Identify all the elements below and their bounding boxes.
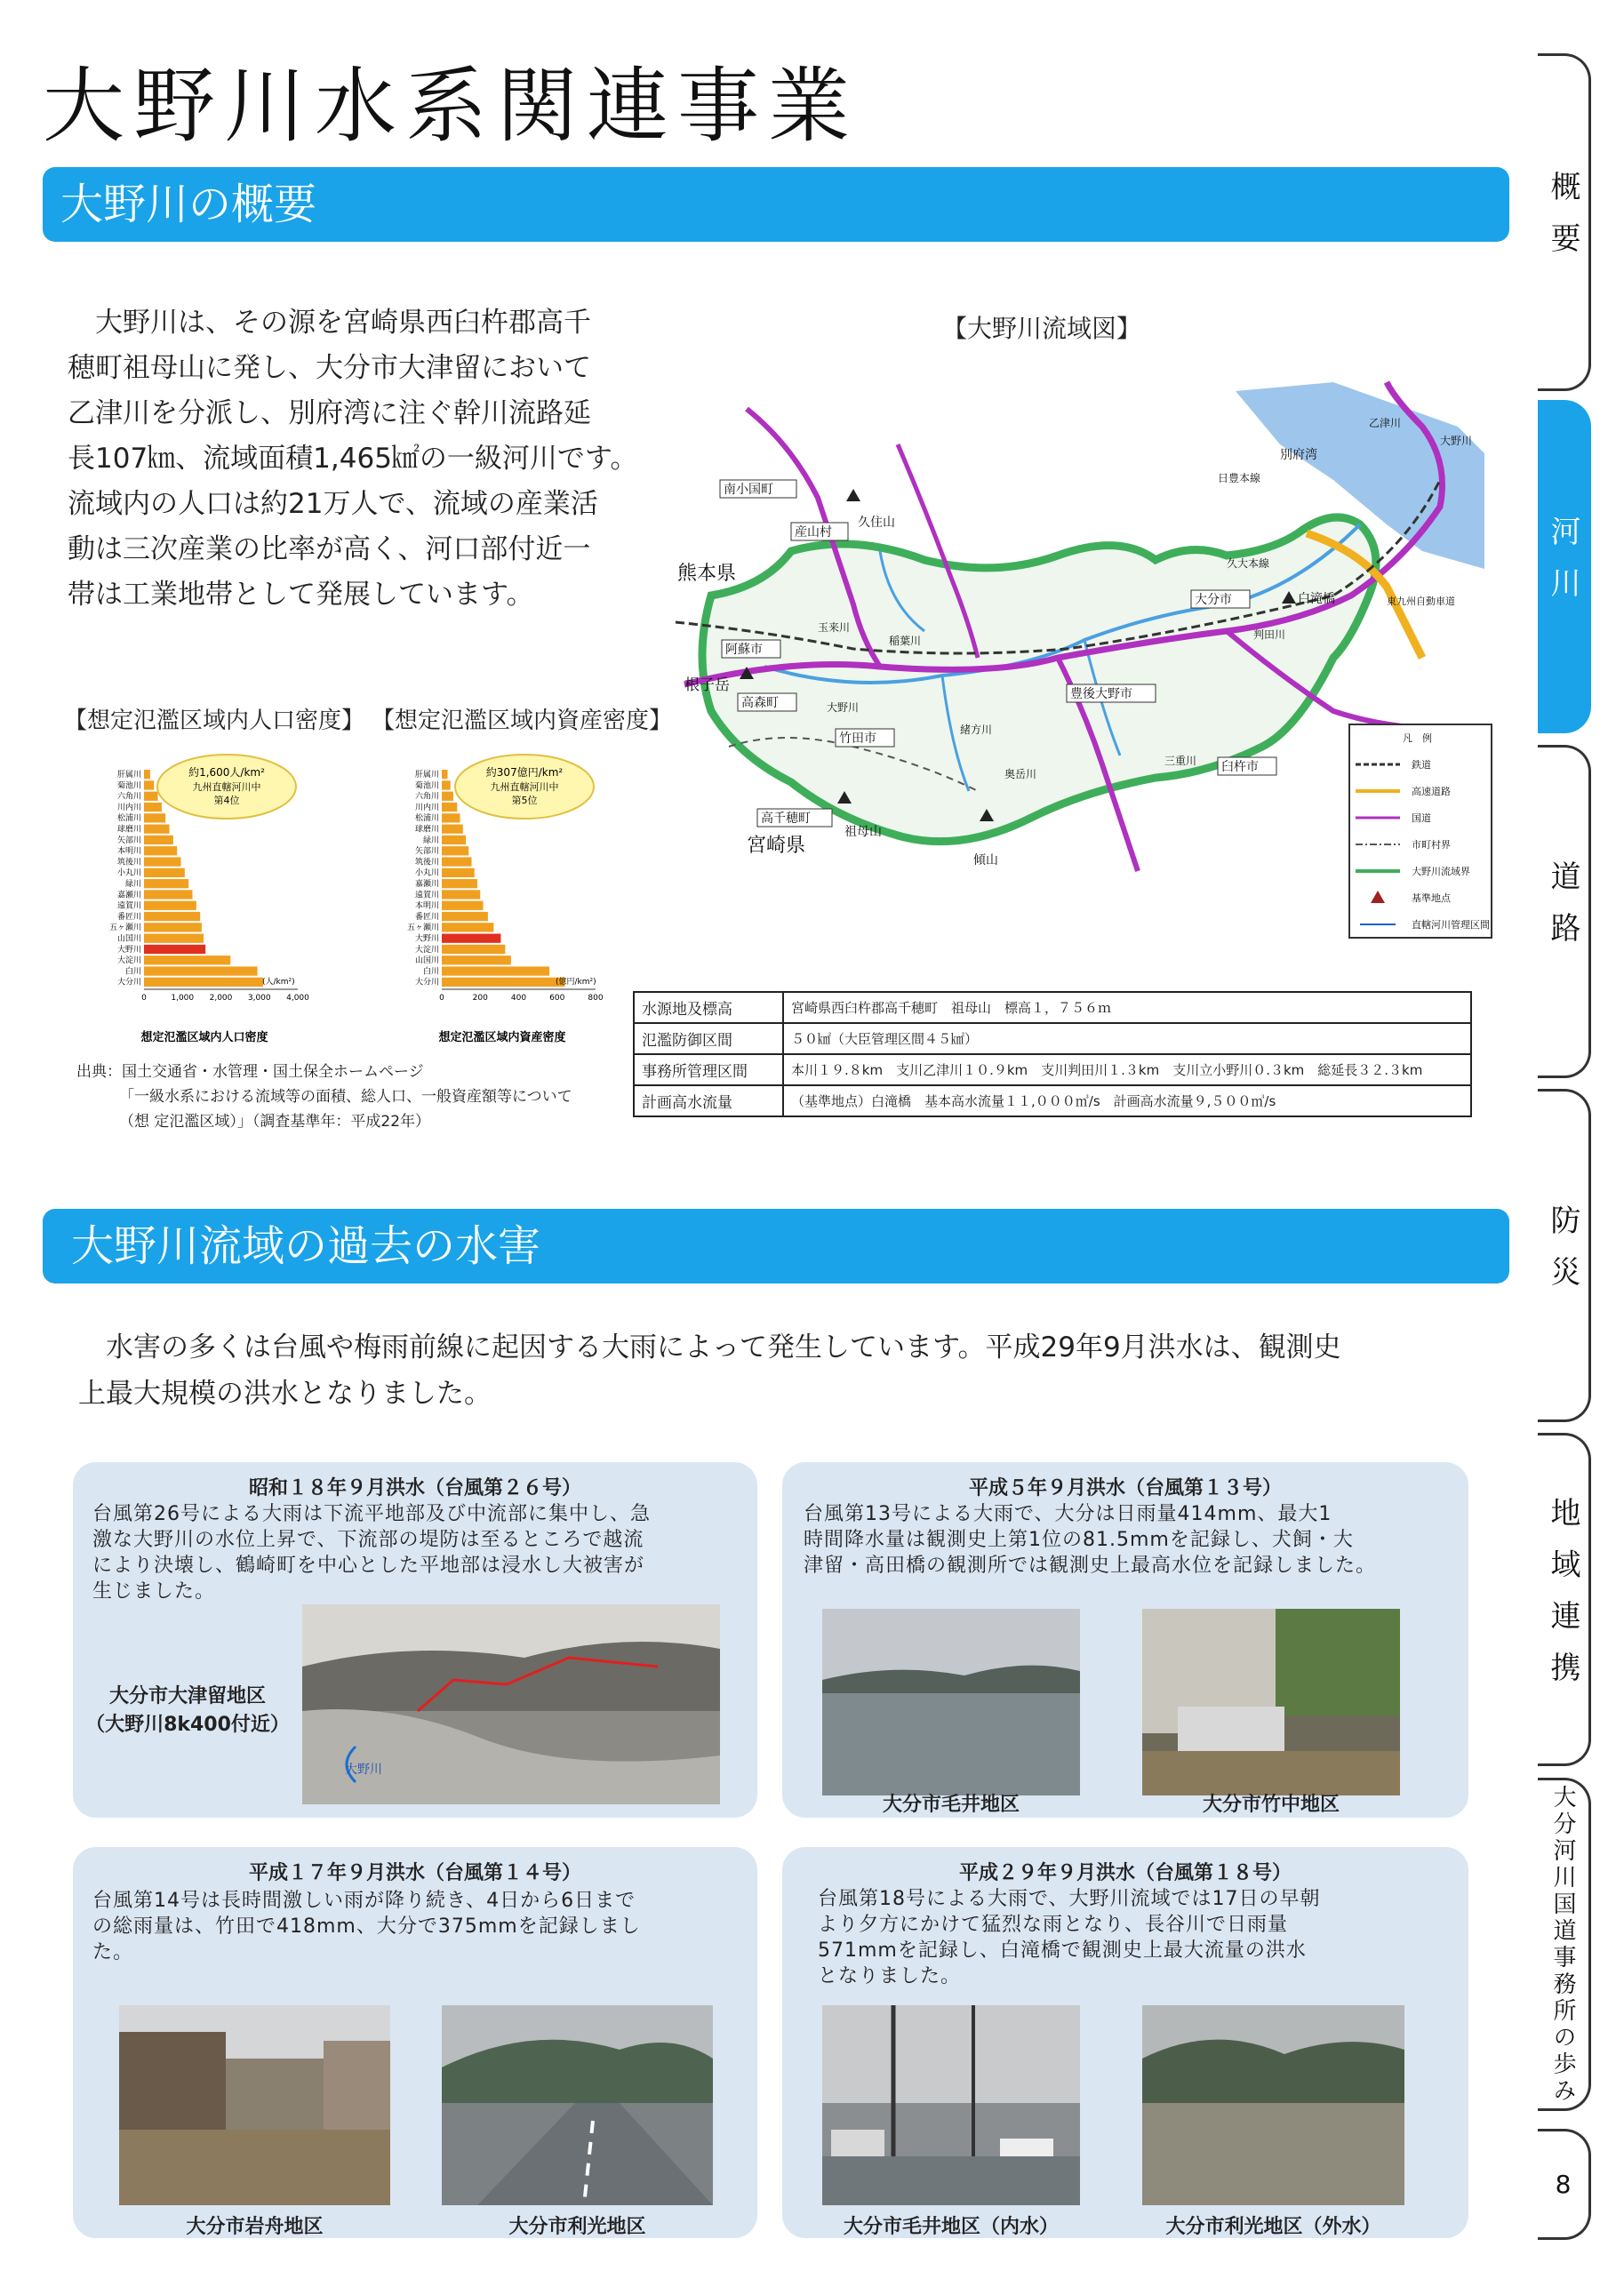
flood-text: [804, 1501, 1461, 1579]
table-label: 水源地及標高: [634, 992, 783, 1023]
chart-unit: (人/km²): [262, 978, 295, 987]
map-label: 東九州自動車道: [1387, 596, 1455, 607]
map-label: 奥岳川: [1004, 768, 1037, 780]
map-label: 稲葉川: [889, 635, 922, 647]
side-tab-regional[interactable]: [1538, 1433, 1591, 1766]
map-label: 豊後大野市: [1070, 687, 1132, 701]
overview-paragraph: [68, 300, 672, 618]
chart-bar: [144, 780, 154, 789]
overview-line: 大野川は、その源を宮崎県西臼杵郡高千: [68, 307, 591, 339]
map-label: 大野川: [827, 701, 860, 714]
chart-category-label: 大分川: [116, 978, 141, 988]
chart-bar: [442, 956, 511, 964]
chart-category-label: 遠賀川: [116, 901, 141, 911]
legend-item: 直轄河川管理区間: [1412, 919, 1490, 931]
photo-caption: [85, 1683, 290, 1739]
badge-line: 第5位: [511, 795, 538, 806]
chart-bar: [144, 825, 170, 834]
map-legend: [1349, 724, 1492, 938]
chart-bar: [442, 934, 500, 943]
legend-item: 基準地点: [1412, 892, 1451, 904]
map-label: 緒方川: [960, 724, 993, 736]
basin-map: [658, 373, 1493, 942]
chart-category-label: 大野川: [414, 934, 439, 944]
flood-text-line: 台風第13号による大雨で、大分は日雨量414mm、最大1: [804, 1503, 1332, 1525]
caption-line: 大分市大津留地区: [108, 1685, 266, 1707]
flood-photo-s18: [302, 1604, 720, 1804]
chart-category-label: 川内川: [414, 803, 439, 812]
chart-unit: (億円/km²): [556, 978, 596, 987]
chart-category-label: 球磨川: [116, 825, 141, 835]
map-label: 竹田市: [839, 732, 876, 746]
side-tab-overview[interactable]: [1538, 53, 1591, 391]
legend-item: 国道: [1412, 812, 1431, 824]
map-label: 白滝橋: [1298, 592, 1335, 606]
map-label: 別府湾: [1280, 448, 1317, 462]
chart-category-label: 緑川: [422, 836, 439, 845]
photo-caption: 大分市毛井地区（内水）: [843, 2216, 1059, 2238]
chart-xlabel: 想定氾濫区域内資産密度: [438, 1031, 566, 1044]
flood-text: [92, 1501, 750, 1604]
chart-category-label: 菊池川: [116, 781, 141, 791]
chart-category-label: 六角川: [116, 792, 141, 802]
legend-item: 市町村界: [1412, 839, 1451, 851]
chart-category-label: 白川: [422, 967, 439, 977]
chart-category-label: 山国川: [116, 934, 141, 944]
asset-chart-caption: 【想定氾濫区域内資産密度】: [372, 708, 673, 734]
side-tab-history[interactable]: [1538, 1778, 1591, 2111]
table-value: 宮崎県西臼杵郡高千穂町 祖母山 標高１，７５６ｍ: [783, 992, 1471, 1023]
flood-title: 平成２９年９月洪水（台風第１８号）: [958, 1862, 1292, 1884]
chart-category-label: 筑後川: [116, 858, 141, 868]
chart-bar: [144, 879, 188, 888]
flood-text-line: 台風第26号による大雨は下流平地部及び中流部に集中し、急: [92, 1503, 651, 1525]
badge-line: 約1,600人/km²: [188, 766, 265, 779]
chart-category-label: 遠賀川: [414, 891, 439, 900]
map-label: 三重川: [1164, 755, 1197, 767]
map-label: 産山村: [795, 525, 832, 540]
source-note: [76, 1060, 572, 1134]
asset-density-chart: [396, 751, 609, 1044]
map-label: 久住山: [858, 516, 895, 530]
map-label: 日豊本線: [1218, 472, 1261, 484]
chart-bar: [144, 966, 258, 975]
badge-line: 九州直轄河川中: [192, 781, 261, 793]
page-number-tab: [1538, 2129, 1591, 2240]
map-label: 南小国町: [724, 483, 773, 497]
map-label: 乙津川: [1369, 417, 1402, 429]
chart-bar: [442, 846, 468, 855]
chart-tick-label: 200: [472, 994, 488, 1003]
pop-chart-caption: 【想定氾濫区域内人口密度】: [64, 708, 365, 734]
chart-bar: [442, 857, 472, 866]
chart-bar: [144, 846, 177, 855]
flood-text-line: 571mmを記録し、白滝橋で観測史上最大流量の洪水: [818, 1939, 1307, 1962]
photo-caption: 大分市竹中地区: [1202, 1794, 1340, 1816]
map-label: 久大本線: [1227, 557, 1270, 570]
chart-category-label: 五ヶ瀬川: [406, 924, 439, 933]
chart-bar: [144, 813, 165, 822]
flood-photo-h29-1: [822, 2005, 1080, 2205]
chart-tick-label: 400: [510, 994, 527, 1003]
flood-text-line: 津留・高田橋の観測所では観測史上最高水位を記録しました。: [804, 1555, 1377, 1577]
overview-line: 乙津川を分派し、別府湾に注ぐ幹川流路延: [68, 397, 591, 429]
pop-density-chart: [98, 751, 311, 1044]
side-tab-river[interactable]: [1538, 400, 1591, 733]
flood-box-h29: [782, 1847, 1468, 2238]
chart-bar: [442, 836, 466, 844]
chart-bar: [442, 792, 453, 801]
chart-bar: [442, 770, 447, 779]
flood-text-line: により決壊し、鶴崎町を中心とした平地部は浸水し大被害が: [92, 1555, 645, 1577]
map-label: 宮崎県: [747, 835, 806, 857]
chart-tick-label: 0: [439, 994, 444, 1003]
chart-category-label: 肝属川: [414, 771, 439, 780]
chart-tick-label: 800: [588, 994, 604, 1003]
flood-text-line: た。: [92, 1941, 134, 1963]
chart-category-label: 五ヶ瀬川: [108, 924, 141, 933]
map-label: 大野川: [1440, 435, 1473, 447]
table-row: [634, 992, 1471, 1023]
badge-line: 第4位: [213, 795, 240, 806]
photo-label: 大野川: [345, 1763, 382, 1777]
badge-line: 約307億円/km²: [485, 766, 564, 779]
flood-photo-h5-2: [1142, 1609, 1400, 1795]
source-line: （想 定氾濫区域）」（調査基準年：平成22年）: [119, 1113, 431, 1131]
table-value: （基準地点）白滝橋 基本高水流量１１,０００㎥/s 計画高水流量９,５００㎥/s: [783, 1085, 1471, 1116]
flood-photo-h5-1: [822, 1609, 1080, 1795]
basin-boundary: [702, 517, 1376, 842]
chart-bar: [442, 825, 463, 834]
chart-bar: [144, 890, 192, 899]
side-tab-road[interactable]: [1538, 745, 1591, 1078]
map-title: 【大野川流域図】: [942, 314, 1142, 343]
chart-category-label: 番匠川: [116, 912, 141, 922]
flood-box-h5: [782, 1462, 1468, 1818]
flood-photo-h17-2: [442, 2005, 713, 2205]
side-tab-label: 防災: [1545, 1203, 1580, 1307]
table-row: [634, 1085, 1471, 1116]
chart-category-label: 六角川: [414, 792, 439, 802]
side-tab-label: 道路: [1545, 860, 1580, 964]
chart-category-label: 松浦川: [116, 814, 141, 824]
section-heading-overview: 大野川の概要: [43, 167, 1509, 242]
chart-category-label: 白川: [124, 967, 141, 977]
chart-badge: [157, 755, 296, 819]
floods-line: 水害の多くは台風や梅雨前線に起因する大雨によって発生しています。平成29年9月洪水は、観測史: [78, 1331, 1341, 1363]
chart-bar: [144, 901, 196, 910]
map-label: 高森町: [741, 696, 779, 710]
chart-bar: [144, 912, 200, 921]
flood-text: [818, 1886, 1458, 1989]
flood-title: 平成１７年９月洪水（台風第１４号）: [248, 1862, 581, 1884]
chart-bar: [442, 890, 480, 899]
flood-text: [92, 1888, 750, 1965]
overview-line: 穂町祖母山に発し、大分市大津留において: [68, 352, 591, 384]
chart-bar: [442, 901, 483, 910]
flood-text-line: 激な大野川の水位上昇で、下流部の堤防は至るところで越流: [92, 1529, 644, 1551]
section-heading-floods: 大野川流域の過去の水害: [43, 1209, 1509, 1283]
river-info-table: [633, 991, 1472, 1117]
chart-bar: [144, 956, 230, 964]
flood-title: 昭和１８年９月洪水（台風第２６号）: [248, 1477, 581, 1499]
chart-category-label: 本明川: [414, 901, 439, 911]
floods-paragraph: [78, 1324, 1500, 1417]
chart-bar: [144, 945, 205, 954]
chart-badge: [455, 755, 594, 819]
chart-bar: [144, 934, 204, 943]
map-label: 大分市: [1195, 593, 1232, 607]
base-point-icon: [846, 489, 860, 501]
map-label: 祖母山: [844, 825, 882, 839]
chart-tick-label: 600: [549, 994, 565, 1003]
overview-line: 流域内の人口は約21万人で、流域の産業活: [68, 488, 598, 520]
flood-text-line: 台風第14号は長時間激しい雨が降り続き、4日から6日まで: [92, 1890, 636, 1912]
chart-category-label: 矢部川: [116, 836, 141, 845]
table-row: [634, 1023, 1471, 1054]
chart-bar: [144, 770, 150, 779]
map-label: 高千穂町: [761, 812, 811, 826]
chart-category-label: 肝属川: [116, 771, 141, 780]
photo-caption: 大分市毛井地区: [882, 1794, 1020, 1816]
chart-bar: [144, 857, 181, 866]
chart-xlabel: 想定氾濫区域内人口密度: [140, 1031, 268, 1044]
page-title: 大野川水系関連事業: [43, 59, 860, 154]
chart-category-label: 大分川: [414, 978, 439, 988]
chart-category-label: 嘉瀬川: [116, 891, 141, 900]
flood-text-line: となりました。: [818, 1965, 962, 1987]
chart-bar: [442, 803, 457, 812]
map-label: 臼杵市: [1221, 760, 1259, 774]
flood-box-h17: [73, 1847, 757, 2238]
chart-bar: [442, 780, 451, 789]
page-number: 8: [1555, 2170, 1572, 2199]
chart-bar: [442, 978, 564, 987]
chart-tick-label: 2,000: [209, 994, 233, 1003]
overview-line: 動は三次産業の比率が高く、河口部付近一: [68, 533, 591, 565]
chart-category-label: 筑後川: [414, 858, 439, 868]
chart-category-label: 嘉瀬川: [414, 880, 439, 889]
map-label: 根子岳: [684, 676, 730, 694]
badge-line: 九州直轄河川中: [490, 781, 559, 793]
chart-bar: [442, 923, 493, 932]
flood-text-line: 生じました。: [92, 1580, 216, 1603]
chart-bar: [144, 923, 202, 932]
side-tab-label: 河川: [1545, 515, 1580, 619]
legend-item: 鉄道: [1412, 759, 1431, 771]
legend-title: 凡 例: [1403, 732, 1432, 744]
table-label: 計画高水流量: [634, 1085, 783, 1116]
chart-tick-label: 0: [141, 994, 147, 1003]
chart-bar: [144, 792, 158, 801]
chart-tick-label: 4,000: [286, 994, 309, 1003]
side-tab-label: 概要: [1545, 171, 1580, 274]
chart-tick-label: 3,000: [247, 994, 271, 1003]
table-value: ５０㎢（大臣管理区間４５㎢）: [783, 1023, 1471, 1054]
chart-category-label: 球磨川: [414, 825, 439, 835]
flood-text-line: 時間降水量は観測史上第1位の81.5mmを記録し、犬飼・大: [804, 1529, 1354, 1551]
table-value: 本川１９.８km 支川乙津川１０.９km 支川判田川１.３km 支川立小野川０.３km 総延長３２.３km: [783, 1054, 1471, 1085]
flood-photo-h17-1: [119, 2005, 390, 2205]
chart-category-label: 本明川: [116, 847, 141, 857]
chart-bar: [144, 978, 263, 987]
side-tab-label: 地域連携: [1545, 1496, 1580, 1703]
map-label: 熊本県: [677, 563, 737, 585]
map-label: 傾山: [973, 853, 998, 868]
chart-category-label: 山国川: [414, 956, 439, 966]
chart-bar: [442, 813, 460, 822]
chart-category-label: 大野川: [116, 945, 141, 955]
chart-category-label: 川内川: [116, 803, 141, 812]
chart-tick-label: 1,000: [171, 994, 195, 1003]
side-tab-disaster[interactable]: [1538, 1089, 1591, 1422]
overview-line: 長107㎞、流域面積1,465㎢の一級河川です。: [68, 443, 638, 475]
chart-category-label: 松浦川: [414, 814, 439, 824]
photo-caption: 大分市岩舟地区: [186, 2216, 324, 2238]
chart-category-label: 番匠川: [414, 912, 439, 922]
chart-bar: [442, 912, 488, 921]
chart-bar: [442, 966, 549, 975]
photo-caption: 大分市利光地区: [508, 2216, 646, 2238]
chart-bar: [144, 803, 162, 812]
photo-caption: 大分市利光地区（外水）: [1165, 2216, 1381, 2238]
chart-bar: [442, 868, 475, 877]
chart-bar: [442, 879, 477, 888]
chart-category-label: 矢部川: [414, 847, 439, 857]
flood-title: 平成５年９月洪水（台風第１３号）: [968, 1477, 1282, 1499]
flood-photo-h29-2: [1142, 2005, 1404, 2205]
map-label: 判田川: [1253, 628, 1286, 641]
flood-text-line: より夕方にかけて猛烈な雨となり、長谷川で日雨量: [818, 1914, 1289, 1936]
chart-bar: [144, 836, 173, 844]
legend-item: 高速道路: [1412, 786, 1451, 797]
chart-category-label: 大淀川: [414, 945, 439, 955]
side-tab-label: 大分河川国道事務所の歩み: [1549, 1784, 1576, 2105]
chart-category-label: 菊池川: [414, 781, 439, 791]
table-label: 氾濫防御区間: [634, 1023, 783, 1054]
table-label: 事務所管理区間: [634, 1054, 783, 1085]
chart-bar: [442, 945, 505, 954]
flood-text-line: 台風第18号による大雨で、大野川流域では17日の早朝: [818, 1888, 1321, 1910]
caption-line: （大野川8k400付近）: [85, 1714, 290, 1736]
flood-box-s18: [73, 1462, 757, 1818]
chart-category-label: 小丸川: [116, 868, 141, 878]
source-line: 「一級水系における流域等の面積、総人口、一般資産額等について: [119, 1088, 572, 1106]
map-label: 阿蘇市: [725, 643, 763, 657]
table-row: [634, 1054, 1471, 1085]
flood-text-line: の総雨量は、竹田で418mm、大分で375mmを記録しまし: [92, 1915, 641, 1938]
source-line: 出典：国土交通省・水管理・国土保全ホームページ: [76, 1063, 424, 1081]
map-label: 玉来川: [818, 621, 851, 634]
chart-category-label: 大淀川: [116, 956, 141, 966]
chart-category-label: 小丸川: [414, 868, 439, 878]
legend-item: 大野川流域界: [1412, 866, 1470, 877]
floods-line: 上最大規模の洪水となりました。: [78, 1378, 492, 1410]
chart-category-label: 緑川: [124, 880, 141, 889]
overview-line: 帯は工業地帯として発展しています。: [68, 579, 534, 611]
chart-bar: [144, 868, 185, 877]
